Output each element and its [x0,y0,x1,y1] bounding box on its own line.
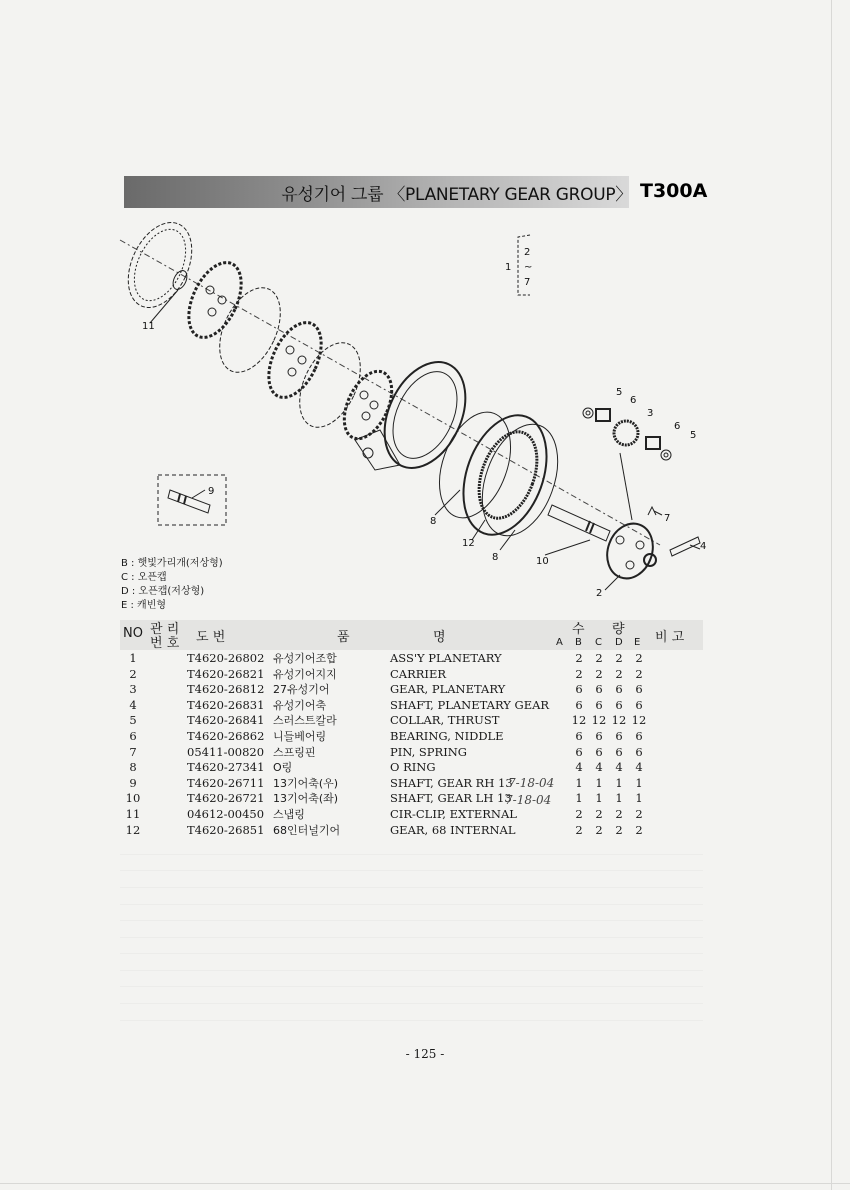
table-row: 10 T4620-26721 13기어축(좌) SHAFT, GEAR LH 13 1 1 1 1 [125,791,643,806]
empty-table-row [120,921,703,938]
callout-label: 7 [664,513,671,524]
callout-label: 11 [142,321,155,332]
callout-label: 4 [700,541,707,552]
col-mgmt-bottom: 번 호 [150,636,180,651]
col-qty-left: 수 [572,622,585,637]
empty-table-row [120,871,703,888]
carrier [600,517,660,585]
table-row: 7 05411-00820 스프링핀 PIN, SPRING 6 6 6 6 [129,744,643,759]
page-edge [831,0,832,1190]
callout-label: 2 [524,247,531,258]
gear-housing [355,349,481,481]
col-qty-e: E [634,637,641,648]
callout-label: 1 [505,262,512,273]
table-row: 4 T4620-26831 유성기어축 SHAFT, PLANETARY GEAR 6 6 6 6 [129,697,643,712]
callout-label: 12 [462,538,475,549]
o-ring-2 [468,414,572,546]
callout-label: 2 [596,588,603,599]
handwritten-note: 7-18-04 [508,776,555,790]
callout-label: 8 [430,516,437,527]
col-qty-d: D [615,637,623,648]
empty-table-row [120,971,703,988]
col-qty-a: A [556,637,563,648]
model-legend [121,557,223,613]
col-qty-b: B [575,637,582,648]
empty-table-row [120,938,703,955]
empty-table-row [120,1004,703,1021]
legend-item: C : 오픈캡 [121,572,167,583]
table-row: 9 T4620-26711 13기어축(우) SHAFT, GEAR RH 13 1 1 1 1 [129,775,643,790]
callout-label: 8 [492,552,499,563]
empty-table-row [120,954,703,971]
table-row: 3 T4620-26812 27유성기어 GEAR, PLANETARY 6 6 6 6 [129,682,643,697]
col-qty-right: 량 [612,622,625,637]
page-title: 유성기어 그룹 〈PLANETARY GEAR GROUP〉 [281,185,632,205]
page-edge-bottom [0,1183,850,1184]
empty-table-row [120,838,703,855]
page-number: - 125 - [405,1047,445,1061]
legend-item: E : 캐빈형 [121,600,167,611]
callout-label: 10 [536,556,549,567]
planet-set-2 [258,314,332,405]
gear-shaft [548,505,610,541]
callout-label: 7 [524,277,531,288]
callout-label: 5 [616,387,623,398]
col-qty-c: C [595,637,602,648]
table-row: 12 T4620-26851 68인터널기어 GEAR, 68 INTERNAL 2 2 2 2 [125,822,643,837]
table-row: 2 T4620-26821 유성기어지지 CARRIER 2 2 2 2 [129,666,643,681]
callout-label: ~ [524,262,533,273]
shaft-inset [158,475,226,525]
col-remarks: 비 고 [655,630,685,645]
empty-table-row [120,855,703,872]
planet-set-3 [335,364,402,446]
callout-label: 5 [690,430,697,441]
snap-ring [170,268,189,291]
callout-label: 3 [647,408,654,419]
table-row: 5 T4620-26841 스러스트칼라 COLLAR, THRUST 12 12 12 12 [129,713,647,728]
table-row: 6 T4620-26862 니들베어링 BEARING, NIDDLE 6 6 6 6 [129,728,643,743]
empty-table-row [120,987,703,1004]
legend-item: B : 햇빛가리개(저상형) [121,558,223,569]
col-name-left: 품 [337,630,350,645]
col-part-no: 도 번 [196,630,226,645]
model-code: T300A [640,180,708,202]
table-row: 8 T4620-27341 O링 O RING 4 4 4 4 [129,760,643,775]
callout-label: 6 [630,395,637,406]
table-row: 11 04612-00450 스냅링 CIR-CLIP, EXTERNAL 2 2 2 2 [125,806,643,821]
callout-label: 9 [208,486,215,497]
col-no: NO [123,626,143,641]
parts-table [120,651,703,1021]
callout-label: 6 [674,421,681,432]
handwritten-note: 7-18-04 [505,793,552,807]
exploded-diagram [100,215,740,605]
legend-item: D : 오픈캡(저상형) [121,586,205,597]
col-mgmt-top: 관 리 [150,622,180,637]
table-row: 1 T4620-26802 유성기어조합 ASS'Y PLANETARY 2 2 2 2 [129,651,643,665]
empty-table-row [120,905,703,922]
col-name-right: 명 [433,630,446,645]
empty-table-row [120,888,703,905]
